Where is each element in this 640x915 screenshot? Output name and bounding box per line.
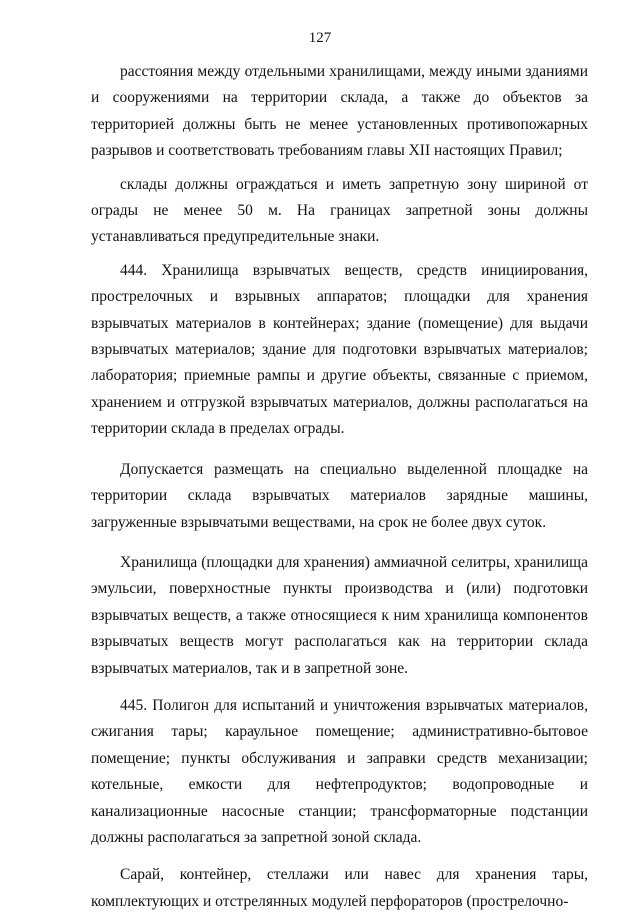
document-body [91, 59, 588, 915]
paragraph-444: 444. Хранилища взрывчатых веществ, средств инициирования, прострелочных и взрывных аппаратов; площадки для хранения взрывчатых материалов в контейнерах; здание (помещение) для выдачи взрывчатых материалов; здание для подготовки взрывчатых материалов; лаборатория; приемные рампы и другие объекты, связанные с приемом, хранением и отгрузкой взрывчатых материалов, должны располагаться на территории склада в пределах ограды. [91, 261, 588, 438]
paragraph-restricted-zone: склады должны ограждаться и иметь запретную зону шириной от ограды не менее 50 м. На границах запретной зоны должны устанавливаться предупредительные знаки. [91, 175, 588, 246]
paragraph-ammonium-nitrate-storage: Хранилища (площадки для хранения) аммиачной селитры, хранилища эмульсии, поверхностные пункты производства и (или) подготовки взрывчатых веществ, а также относящиеся к ним хранилища компонентов взрывчатых веществ могут располагаться как на территории склада взрывчатых материалов, так и в запретной зоне. [91, 553, 588, 677]
page-number: 127 [308, 30, 332, 46]
paragraph-tare-storage: Сарай, контейнер, стеллажи или навес для хранения тары, комплектующих и отстрелянных модулей перфораторов (прострелочно- [91, 866, 588, 910]
paragraph-charging-machines: Допускается размещать на специально выделенной площадке на территории склада взрывчатых материалов зарядные машины, загруженные взрывчатыми веществами, на срок не более двух суток. [91, 460, 588, 531]
paragraph-fire-distances: расстояния между отдельными хранилищами, между иными зданиями и сооружениями на территории склада, а также до объектов за территорией должны быть не менее установленных противопожарных разрывов и соответствовать требованиям главы XII настоящих Правил; [91, 63, 588, 160]
paragraph-445: 445. Полигон для испытаний и уничтожения взрывчатых материалов, сжигания тары; караульное помещение; административно-бытовое помещение; пункты обслуживания и заправки средств механизации; котельные, емкости для нефтепродуктов; водопроводные и канализационные насосные станции; трансформаторные подстанции должны располагаться за запретной зоной склада. [91, 696, 588, 846]
